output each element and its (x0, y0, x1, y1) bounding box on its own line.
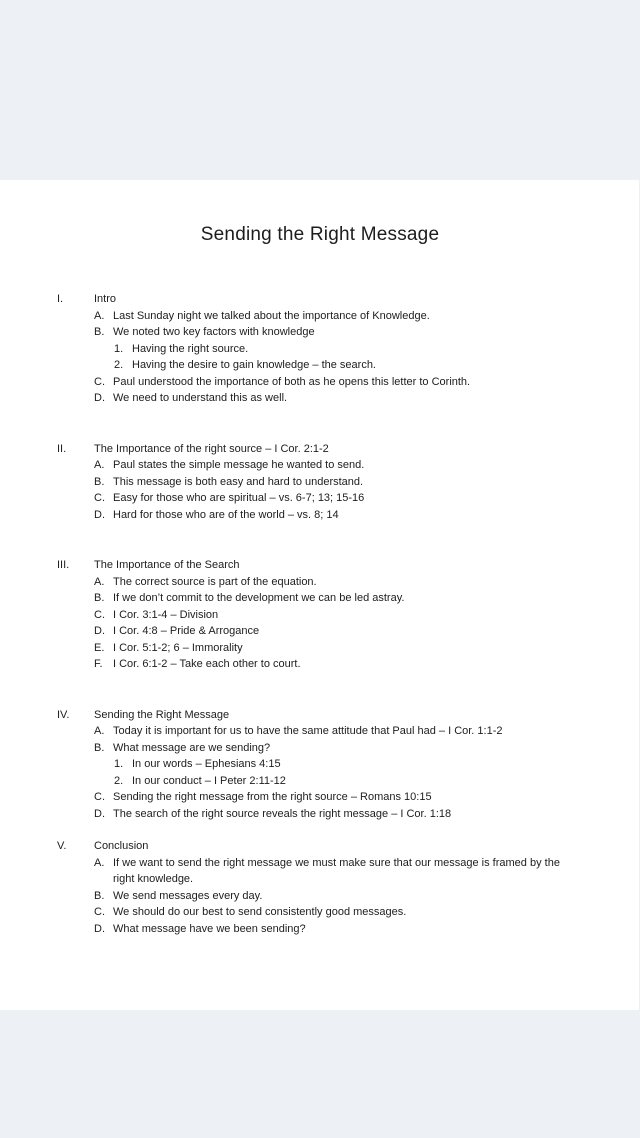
item-text: We send messages every day. (113, 889, 263, 902)
outline-item (94, 308, 640, 325)
item-label: C. (94, 375, 105, 388)
item-text: In our words – Ephesians 4:15 (132, 758, 281, 770)
item-text: Hard for those who are of the world – vs. 8; 14 (113, 508, 339, 521)
item-text: The search of the right source reveals the right message – I Cor. 1:18 (113, 807, 452, 820)
outline-item (94, 374, 640, 391)
item-label: 1. (114, 342, 124, 355)
item-label: C. (94, 608, 105, 621)
outline-item (94, 723, 640, 740)
outline-item (94, 507, 640, 524)
section-items (0, 457, 640, 523)
outline-item (94, 457, 640, 474)
outline-section (0, 707, 640, 823)
section-numeral: I. (57, 293, 64, 305)
item-label: 1. (114, 758, 124, 770)
outline-item (94, 390, 640, 407)
outline-item (94, 623, 640, 640)
item-text: I Cor. 6:1-2 – Take each other to court. (113, 658, 301, 670)
section-numeral: IV. (57, 708, 70, 721)
outline-item (94, 590, 640, 607)
section-heading: Intro (94, 293, 117, 305)
item-label: D. (94, 625, 105, 637)
outline-item (94, 324, 640, 341)
outline-item (94, 904, 640, 921)
item-label: D. (94, 807, 105, 820)
item-label: A. (94, 856, 105, 869)
item-text: We noted two key factors with knowledge (113, 326, 315, 338)
item-label: 2. (114, 774, 124, 787)
section-heading-row (0, 291, 640, 308)
section-heading-row (0, 441, 640, 458)
document-page (0, 180, 640, 1010)
outline-item (94, 490, 640, 507)
item-text: If we don’t commit to the development we can be led astray. (113, 592, 405, 604)
viewer-margin-bottom (0, 1010, 640, 1138)
item-text: What message have we been sending? (113, 922, 306, 935)
section-heading: Sending the Right Message (94, 708, 230, 721)
item-text: What message are we sending? (113, 741, 271, 754)
section-numeral: V. (57, 840, 67, 852)
item-label: A. (94, 725, 105, 737)
section-items (0, 308, 640, 407)
outline-item (114, 773, 640, 790)
outline-item (94, 921, 640, 938)
item-label: B. (94, 326, 105, 338)
outline-item (114, 357, 640, 374)
item-text: Sending the right message from the right source – Romans 10:15 (113, 791, 432, 803)
item-label: D. (94, 508, 105, 521)
item-label: B. (94, 592, 105, 604)
outline-item (94, 640, 640, 657)
item-text: I Cor. 3:1-4 – Division (113, 608, 219, 621)
item-label: E. (94, 641, 105, 654)
section-heading: The Importance of the right source – I Cor. 2:1-2 (94, 442, 329, 455)
outline-item (114, 756, 640, 773)
outline-item (94, 574, 640, 591)
item-text: We need to understand this as well. (113, 392, 288, 404)
section-heading: The Importance of the Search (94, 559, 240, 571)
outline-section (0, 557, 640, 673)
outline-section (0, 441, 640, 524)
item-label: F. (94, 658, 103, 670)
item-text: Easy for those who are spiritual – vs. 6-7; 13; 15-16 (113, 492, 365, 504)
outline-section (0, 838, 640, 937)
section-items (0, 574, 640, 673)
section-numeral: III. (57, 559, 70, 571)
section-heading-row (0, 838, 640, 855)
outline-item (94, 607, 640, 624)
outline (0, 291, 640, 937)
item-text: Paul understood the importance of both as he opens this letter to Corinth. (113, 375, 471, 388)
item-label: C. (94, 791, 105, 803)
item-label: B. (94, 741, 105, 754)
item-text: We should do our best to send consistently good messages. (113, 906, 407, 918)
item-text: This message is both easy and hard to understand. (113, 475, 364, 488)
outline-section (0, 291, 640, 407)
outline-item (94, 474, 640, 491)
outline-item (94, 789, 640, 806)
section-heading-row (0, 557, 640, 574)
item-label: B. (94, 475, 105, 488)
item-text: Last Sunday night we talked about the importance of Knowledge. (113, 309, 430, 322)
item-label: C. (94, 492, 105, 504)
item-text: In our conduct – I Peter 2:11-12 (132, 774, 286, 787)
item-text: I Cor. 5:1-2; 6 – Immorality (113, 641, 243, 654)
item-text: Having the desire to gain knowledge – the search. (132, 359, 376, 371)
document-title: Sending the Right Message (200, 224, 440, 245)
item-text: Paul states the simple message he wanted to send. (113, 459, 365, 471)
item-text: I Cor. 4:8 – Pride & Arrogance (113, 625, 260, 637)
outline-item (94, 888, 640, 905)
item-label: B. (94, 889, 105, 902)
item-label: 2. (114, 359, 124, 371)
item-label: A. (94, 575, 105, 588)
item-label: C. (94, 906, 105, 918)
outline-item (94, 855, 640, 888)
section-numeral: II. (57, 442, 67, 455)
item-text: Today it is important for us to have the same attitude that Paul had – I Cor. 1:1-2 (113, 725, 503, 737)
item-label: D. (94, 922, 105, 935)
item-text: The correct source is part of the equation. (113, 575, 317, 588)
item-label: A. (94, 459, 105, 471)
section-heading: Conclusion (94, 840, 149, 852)
outline-item (94, 656, 640, 673)
item-text: Having the right source. (132, 342, 249, 355)
section-heading-row (0, 707, 640, 724)
section-items (0, 855, 640, 938)
item-text: If we want to send the right message we must make sure that our message is framed by the right knowledge. (113, 856, 560, 885)
section-items (0, 723, 640, 822)
item-label: D. (94, 392, 105, 404)
item-label: A. (94, 309, 105, 322)
outline-item (94, 806, 640, 823)
outline-item (114, 341, 640, 358)
outline-item (94, 740, 640, 757)
viewer-margin-top (0, 0, 640, 180)
